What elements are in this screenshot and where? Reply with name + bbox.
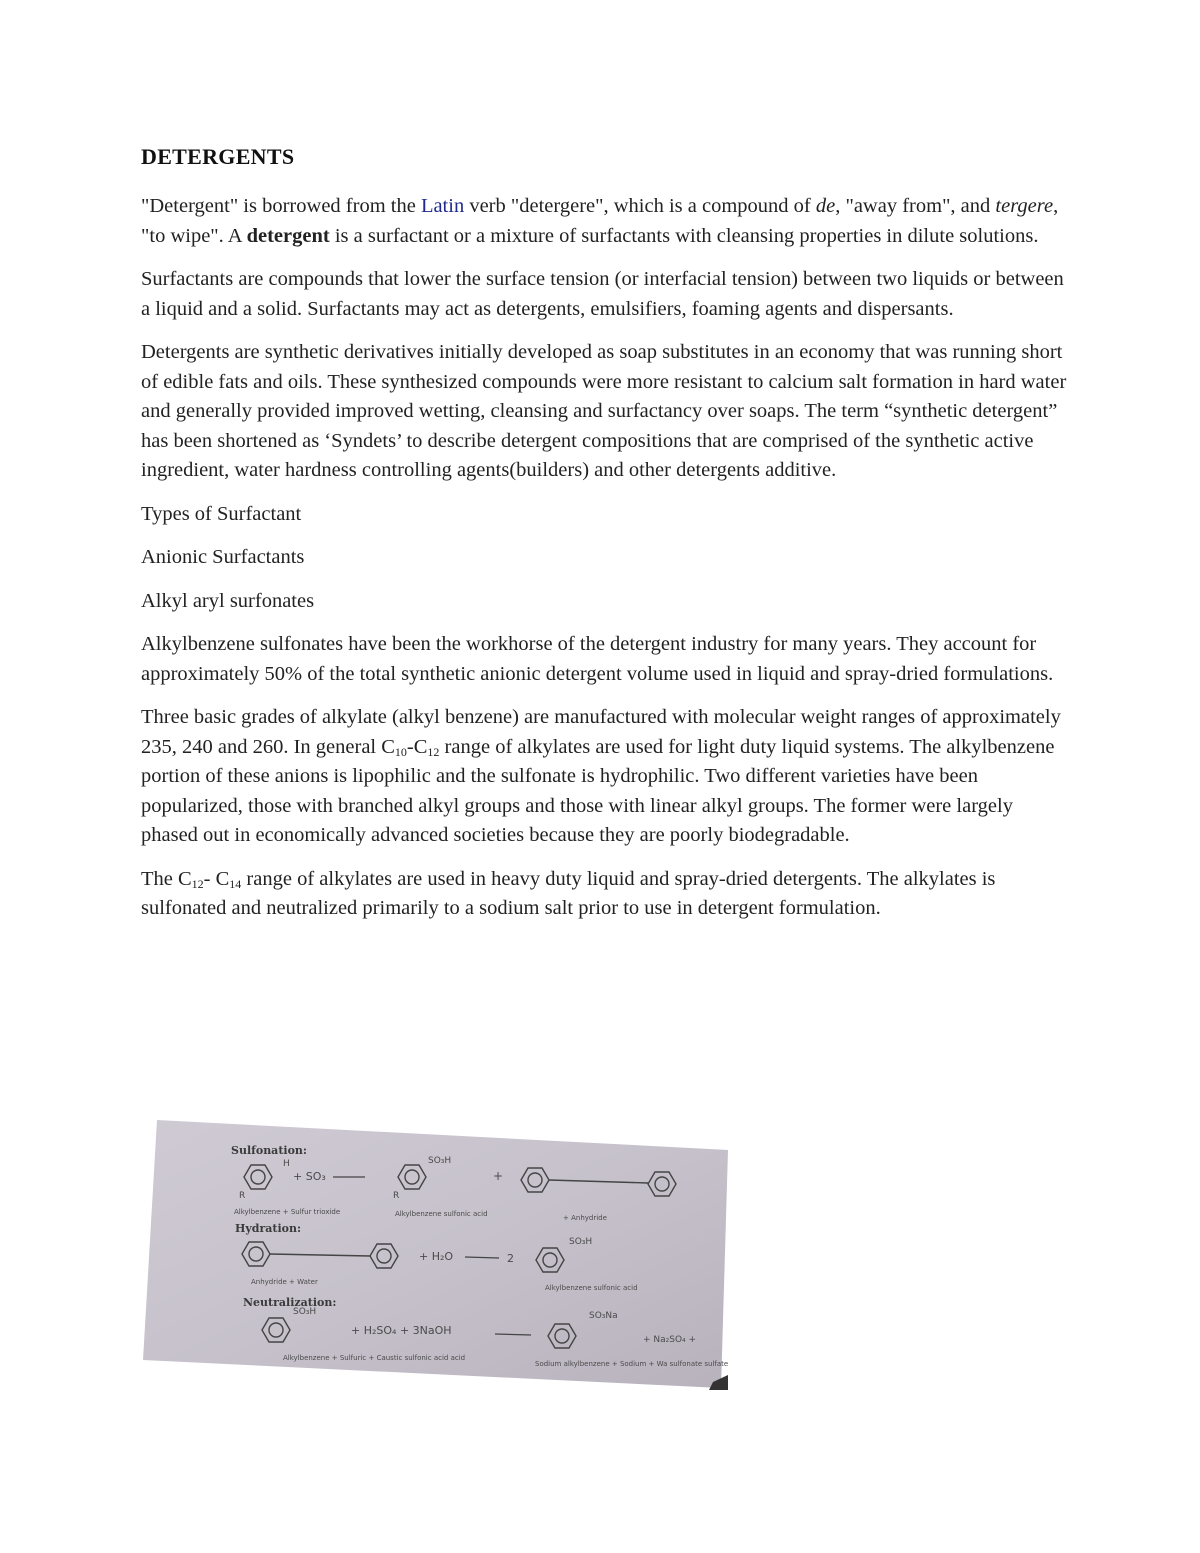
heading-alkyl-aryl: Alkyl aryl surfonates bbox=[141, 589, 315, 612]
caption-sulfonic-acid: Alkylbenzene sulfonic acid bbox=[395, 1210, 488, 1218]
label-sulfonation: Sulfonation: bbox=[231, 1144, 307, 1157]
latin-link[interactable]: Latin bbox=[420, 195, 465, 217]
caption-reactants: Alkylbenzene + Sulfuric + Caustic sulfonic acid acid bbox=[283, 1354, 466, 1362]
paragraph-heavy-duty bbox=[141, 865, 1071, 924]
label-r: R bbox=[393, 1191, 400, 1201]
caption-anhydride: + Anhydride bbox=[563, 1214, 607, 1222]
text-run: verb "detergere", which is a compound of bbox=[464, 195, 816, 217]
caption-anhydride-water: Anhydride + Water bbox=[251, 1278, 318, 1286]
text-run: range of alkylates are used in heavy duty liquid and spray-dried detergents. The alkylates is sulfonated and neutralized primarily to a sodium salt prior to use in detergent formulation. bbox=[141, 867, 996, 919]
label-so3h: SO₃H bbox=[293, 1307, 317, 1317]
italic-term: de bbox=[815, 195, 836, 217]
label-so3h: SO₃H bbox=[569, 1237, 593, 1247]
paragraph-synthetic: Detergents are synthetic derivatives initially developed as soap substitutes in an economy that was running short of edible fats and oils. These synthesized compounds were more resistant to calcium salt formation in hard water and generally provided improved wetting, cleansing and surfactancy over soaps. The term “synthetic detergent” has been shortened as ‘Syndets’ to describe detergent compositions that are comprised of the synthetic active ingredient, water hardness controlling agents(builders) and other detergents additive. bbox=[141, 341, 1067, 481]
text-run: is a surfactant or a mixture of surfactants with cleansing properties in dilute solutions. bbox=[329, 224, 1039, 247]
document-page bbox=[141, 140, 1071, 938]
label-h2o: + H₂O bbox=[419, 1250, 454, 1263]
heading-anionic: Anionic Surfactants bbox=[141, 546, 305, 568]
label-plus: + bbox=[493, 1169, 504, 1183]
label-reagents: + H₂SO₄ + 3NaOH bbox=[351, 1324, 452, 1337]
label-h: H bbox=[283, 1159, 290, 1169]
label-coefficient: 2 bbox=[507, 1252, 514, 1265]
label-sodium-sulfate: + Na₂SO₄ + bbox=[643, 1335, 697, 1345]
label-neutralization: Neutralization: bbox=[243, 1296, 337, 1309]
text-run: Three basic grades of alkylate (alkyl benzene) are manufactured with molecular weight ranges of approximately 235, 240 and 260. In general C bbox=[141, 706, 1061, 758]
reaction-scheme-image bbox=[143, 1120, 728, 1390]
text-run: , "to wipe". A bbox=[141, 195, 1059, 247]
text-run: "Detergent" is borrowed from the bbox=[141, 195, 421, 217]
subscript: 12 bbox=[191, 876, 204, 891]
bold-term: detergent bbox=[246, 224, 330, 247]
reaction-scheme-photo bbox=[143, 1120, 728, 1390]
label-r: R bbox=[239, 1191, 246, 1201]
subscript: 14 bbox=[229, 876, 242, 891]
heading-types: Types of Surfactant bbox=[141, 502, 302, 525]
paragraph-etymology bbox=[141, 192, 1071, 251]
paragraph-grades bbox=[141, 703, 1071, 851]
text-run: The C bbox=[141, 867, 192, 890]
subscript: 12 bbox=[427, 744, 440, 759]
text-run: -C bbox=[406, 735, 428, 758]
subscript: 10 bbox=[394, 744, 407, 759]
label-hydration: Hydration: bbox=[235, 1222, 302, 1235]
paragraph-surfactants: Surfactants are compounds that lower the surface tension (or interfacial tension) between two liquids or between a liquid and a solid. Surfactants may act as detergents, emulsifiers, foaming agents and dispersants. bbox=[141, 268, 1064, 320]
label-so3h: SO₃H bbox=[428, 1156, 452, 1166]
text-run: - C bbox=[203, 867, 230, 890]
text-run: , "away from", and bbox=[835, 195, 996, 217]
text-run: range of alkylates are used for light duty liquid systems. The alkylbenzene portion of these anions is lipophilic and the sulfonate is hydrophilic. Two different varieties have been popularized, those with branched alkyl groups and those with linear alkyl groups. The former were largely phased out in economically advanced societies because they are poorly biodegradable. bbox=[141, 735, 1055, 846]
caption-products: Sodium alkylbenzene + Sodium + Wa sulfonate sulfate bbox=[535, 1360, 728, 1368]
caption-sulfonic-acid: Alkylbenzene sulfonic acid bbox=[545, 1284, 638, 1292]
paragraph-alkylbenzene: Alkylbenzene sulfonates have been the workhorse of the detergent industry for many years. They account for approximately 50% of the total synthetic anionic detergent volume used in liquid and spray-dried formulations. bbox=[141, 633, 1054, 685]
label-so3: + SO₃ bbox=[293, 1170, 326, 1183]
caption-alkylbenzene: Alkylbenzene + Sulfur trioxide bbox=[234, 1208, 341, 1216]
italic-term: tergere bbox=[995, 195, 1054, 217]
page-title: DETERGENTS bbox=[141, 144, 295, 169]
label-so3na: SO₃Na bbox=[589, 1311, 618, 1321]
